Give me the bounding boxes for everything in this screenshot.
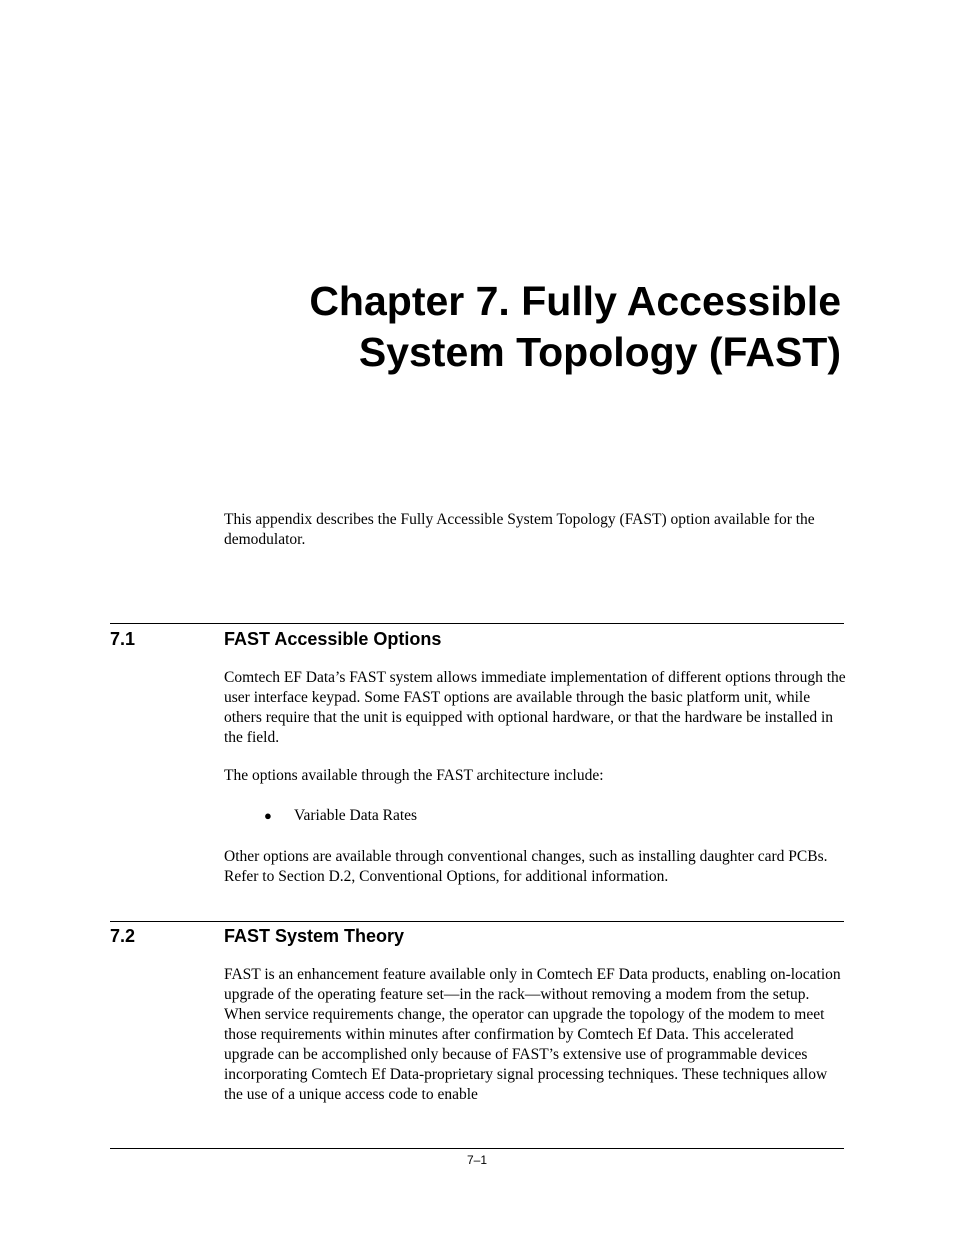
- body-paragraph: Other options are available through conventional changes, such as installing daughter card PCBs. Refer to Section D.2, Conventional Options, for additional information.: [224, 848, 828, 885]
- bullet-text: Variable Data Rates: [294, 807, 418, 824]
- chapter-title-line-2: System Topology (FAST): [358, 329, 841, 375]
- section-heading: [110, 924, 844, 948]
- intro-paragraph: This appendix describes the Fully Accessible System Topology (FAST) option available for the demodulator.: [224, 511, 815, 548]
- section-rule: [110, 623, 844, 624]
- body-paragraph: FAST is an enhancement feature available only in Comtech EF Data products, enabling on-location upgrade of the operating feature set—in the rack—without removing a modem from the setup. When service requirements change, the operator can upgrade the topology of the modem to meet those requirements within minutes after confirmation by Comtech Ef Data. This accelerated upgrade can be accomplished only because of FAST’s extensive use of programmable devices incorporating Comtech Ef Data-proprietary signal processing techniques. These techniques allow the use of a unique access code to enable: [224, 966, 841, 1103]
- bullet-list-item: [224, 806, 824, 826]
- section-number: 7.1: [110, 629, 136, 649]
- page-number: 7–1: [466, 1153, 488, 1167]
- section-number: 7.2: [110, 926, 136, 946]
- chapter-title-line-1: Chapter 7. Fully Accessible: [309, 278, 841, 324]
- bullet-icon: ●: [264, 808, 272, 823]
- body-paragraph: Comtech EF Data’s FAST system allows immediate implementation of different options through the user interface keypad. Some FAST options are available through the basic platform unit, while others require that the unit is equipped with optional hardware, or that the hardware be installed in the field.: [224, 669, 846, 746]
- chapter-title: [141, 276, 841, 378]
- section-title: FAST Accessible Options: [224, 629, 442, 649]
- section-title: FAST System Theory: [224, 926, 405, 946]
- section-heading: [110, 627, 844, 651]
- footer-rule: [110, 1148, 844, 1149]
- section-rule: [110, 921, 844, 922]
- body-paragraph: The options available through the FAST architecture include:: [224, 767, 604, 784]
